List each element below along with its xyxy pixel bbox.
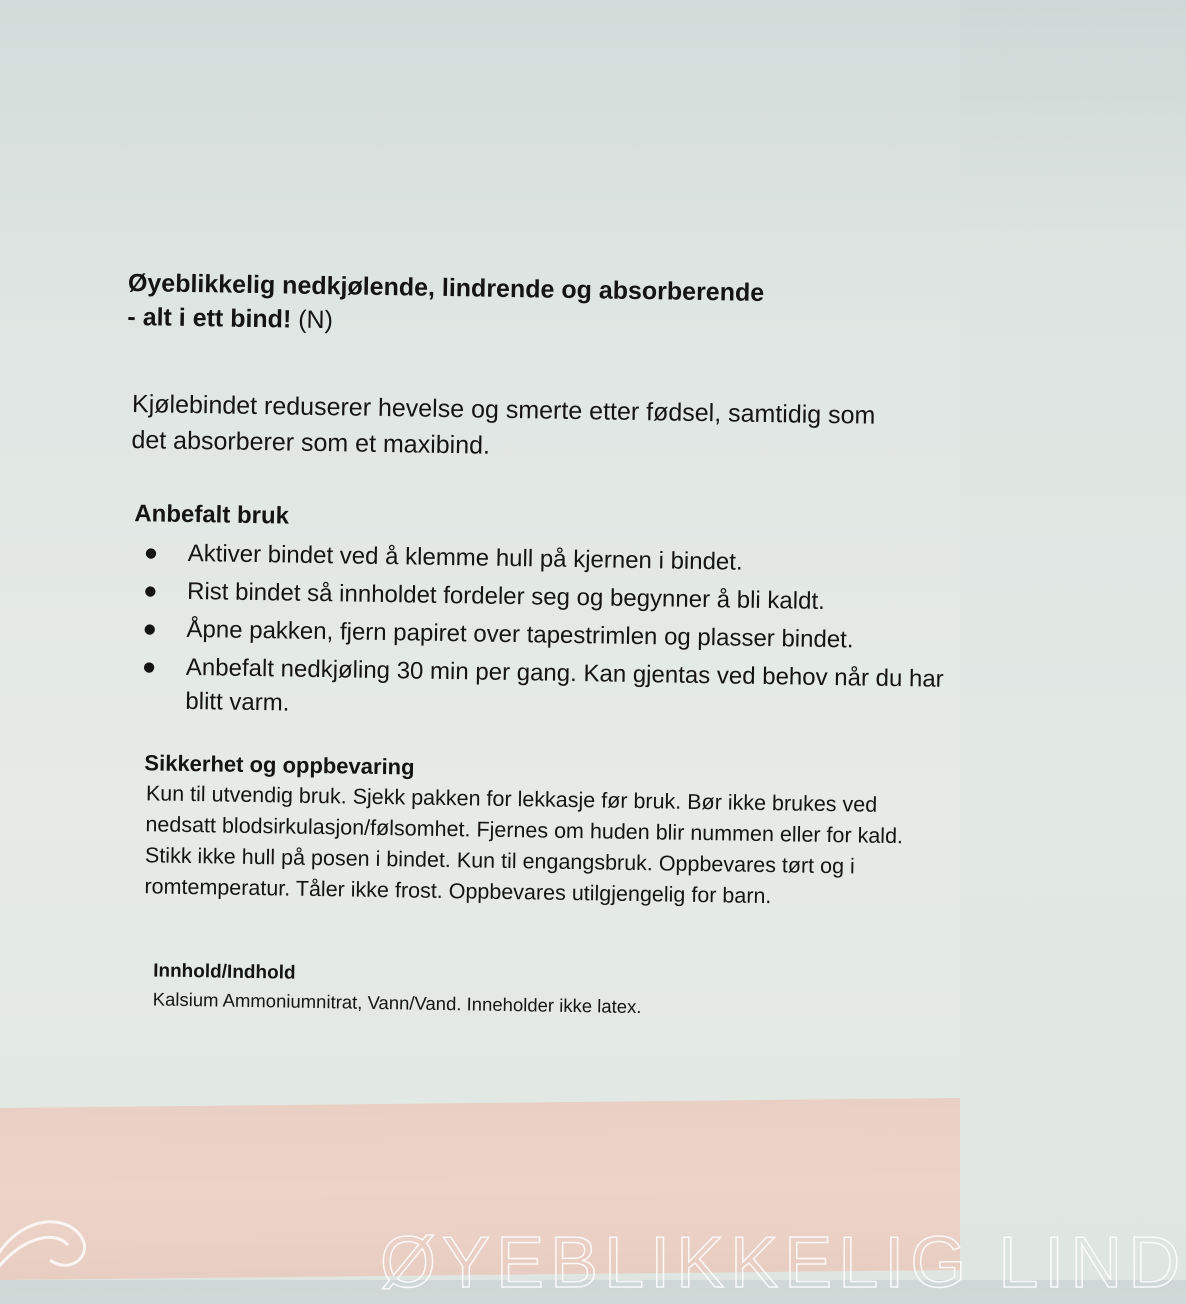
list-item-text: Aktiver bindet ved å klemme hull på kjernen i bindet. [187, 539, 743, 576]
usage-title: Anbefalt bruk [134, 500, 290, 530]
list-item-text: Rist bindet så innholdet fordeler seg og begynner å bli kaldt. [186, 577, 825, 615]
headline-line2-wrap [127, 300, 917, 346]
band-text: ØYEBLIKKELIG LIND [380, 1223, 1186, 1303]
contents-title: Innhold/Indhold [152, 960, 296, 984]
headline-line2: - alt i ett bind! [127, 302, 292, 334]
intro-text: Kjølebindet reduserer hevelse og smerte etter fødsel, samtidig som det absorberer som et maxibind. [131, 390, 876, 460]
bullet-icon: ● [141, 653, 157, 681]
list-item [133, 650, 954, 731]
swirl-logo-icon [0, 1200, 110, 1280]
list-item-text: Anbefalt nedkjøling 30 min per gang. Kan gjentas ved behov når du har blitt varm. [185, 653, 944, 717]
bullet-icon: ● [143, 539, 159, 567]
bullet-icon: ● [142, 577, 158, 605]
headline-suffix: (N) [298, 305, 334, 335]
safety-title: Sikkerhet og oppbevaring [144, 750, 415, 780]
headline [127, 266, 918, 346]
contents-text: Kalsium Ammoniumnitrat, Vann/Vand. Inneholder ikke latex. [152, 988, 642, 1018]
usage-list [133, 536, 956, 735]
list-item-text: Åpne pakken, fjern papiret over tapestrimlen og plasser bindet. [186, 615, 854, 654]
bullet-icon: ● [142, 615, 158, 643]
safety-text: Kun til utvendig bruk. Sjekk pakken for lekkasje før bruk. Bør ikke brukes ved nedsatt blodsirkulasjon/følsomhet. Fjernes om huden blir nummen eller for kald. Stikk ikke hull på posen i bindet. Kun til engangsbruk. Oppbevares tørt og i romtemperatur. Tåler ikke frost. Oppbevares utilgjengelig for barn. [144, 781, 904, 909]
headline-line1: Øyeblikkelig nedkjølende, lindrende og absorberende [127, 268, 765, 307]
